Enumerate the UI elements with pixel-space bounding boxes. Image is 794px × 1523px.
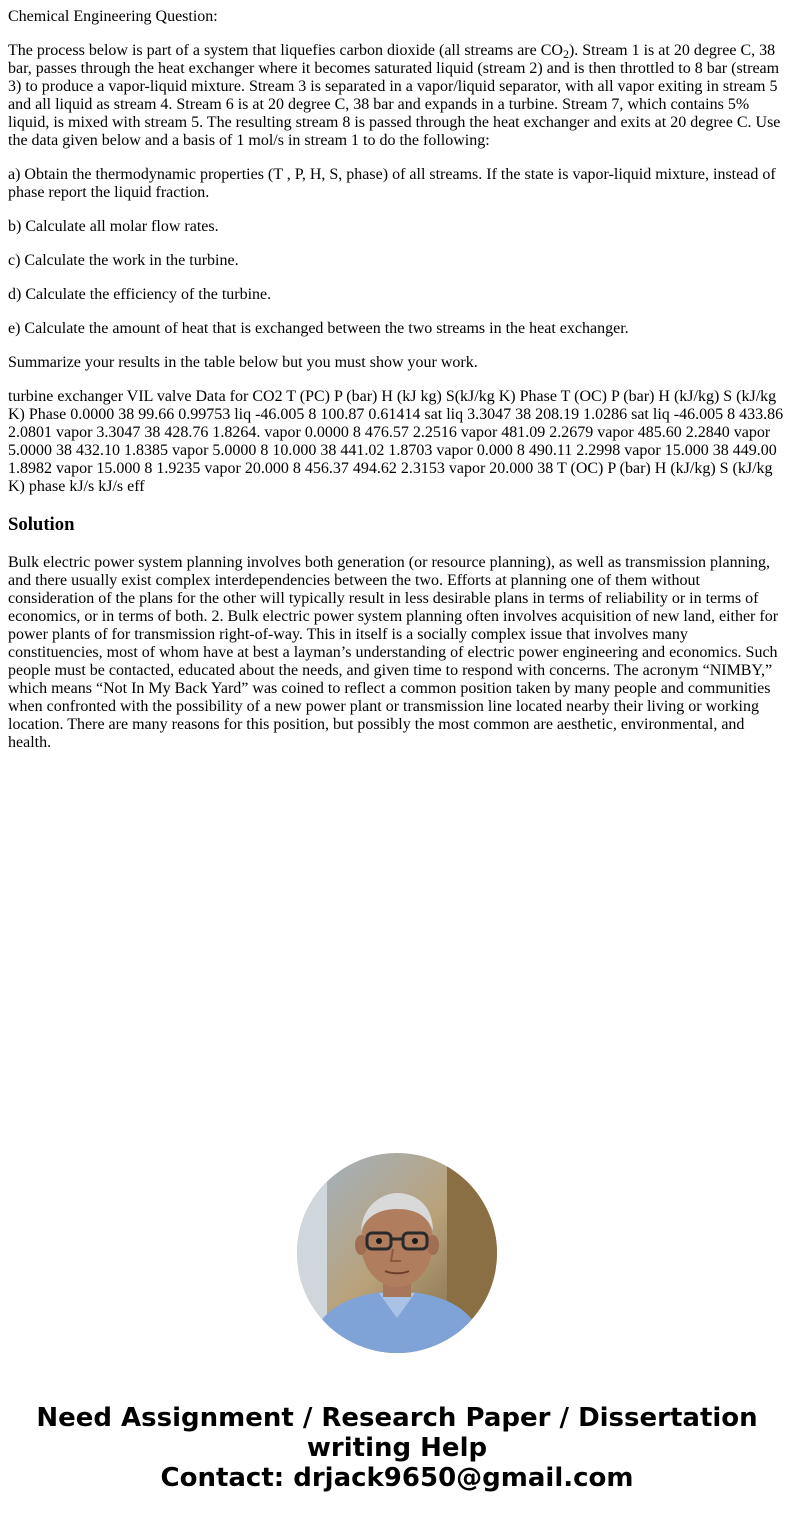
question-header: Chemical Engineering Question: — [8, 8, 218, 25]
footer-banner — [0, 1403, 794, 1493]
summary-instruction: Summarize your results in the table below but you must show your work. — [8, 354, 478, 371]
intro-text-before: The process below is part of a system that liquefies carbon dioxide (all streams are CO — [8, 42, 563, 59]
question-part-a: a) Obtain the thermodynamic properties (T , P, H, S, phase) of all streams. If the state is vapor-liquid mixture, instead of phase report the liquid fraction. — [8, 166, 776, 201]
question-part-b: b) Calculate all molar flow rates. — [8, 218, 219, 235]
intro-subscript: 2 — [562, 47, 569, 61]
intro-text-after: ). Stream 1 is at 20 degree C, 38 bar, passes through the heat exchanger where it becomes saturated liquid (stream 2) and is then throttled to 8 bar (stream 3) to produce a vapor-liquid mixture. Stream 3 is separated in a vapor/liquid separator, with all vapor exiting in stream 5 and all liquid as stream 4. Stream 6 is at 20 degree C, 38 bar and expands in a turbine. Stream 7, which contains 5% liquid, is mixed with stream 5. The resulting stream 8 is passed through the heat exchanger and exits at 20 degree C. Use the data given below and a basis of 1 mol/s in stream 1 to do the following: — [8, 42, 781, 149]
author-avatar — [297, 1153, 497, 1353]
author-photo-illustration — [297, 1153, 497, 1353]
question-part-c: c) Calculate the work in the turbine. — [8, 252, 239, 269]
question-content — [8, 8, 786, 768]
solution-body: Bulk electric power system planning involves both generation (or resource planning), as well as transmission planning, and there usually exist complex interdependencies between the two. Efforts at planning one of them without consideration of the plans for the other will typically result in less desirable plans in terms of reliability or in terms of economics, or in terms of both. 2. Bulk electric power system planning often involves acquisition of new land, either for power plants of for transmission right-of-way. This in itself is a socially complex issue that involves many constituencies, most of whom have at best a layman’s understanding of electric power engineering and economics. Such people must be contacted, educated about the needs, and given time to respond with concerns. The acronym “NIMBY,” which means “Not In My Back Yard” was coined to reflect a common position taken by many people and communities when confronted with the possibility of a new power plant or transmission line located nearby their living or working location. There are many reasons for this position, but possibly the most common are aesthetic, environmental, and health. — [8, 554, 779, 751]
question-part-d: d) Calculate the efficiency of the turbine. — [8, 286, 272, 303]
footer-line-1: Need Assignment / Research Paper / Dissertation — [36, 1403, 758, 1433]
question-intro — [8, 42, 786, 150]
footer-line-2: writing Help — [306, 1433, 488, 1463]
solution-heading: Solution — [8, 514, 75, 535]
figure-text: turbine exchanger VIL valve Data for CO2 T (PC) P (bar) H (kJ kg) S(kJ/kg K) Phase T (OC) P (bar) H (kJ/kg) S (kJ/kg K) Phase 0.0000 38 99.66 0.99753 liq -46.005 8 100.87 0.61414 sat liq 3.3047 38 208.19 1.0286 sat liq -46.005 8 433.86 2.0801 vapor 3.3047 38 428.76 1.8264. vapor 0.0000 8 476.57 2.2516 vapor 481.09 2.2679 vapor 485.60 2.2840 vapor 5.0000 38 432.10 1.8385 vapor 5.0000 8 10.000 38 441.02 1.8703 vapor 0.000 8 490.11 2.2998 vapor 15.000 38 449.00 1.8982 vapor 15.000 8 1.9235 vapor 20.000 8 456.37 494.62 2.3153 vapor 20.000 38 T (OC) P (bar) H (kJ/kg) S (kJ/kg K) phase kJ/s kJ/s eff — [8, 388, 784, 495]
question-part-e: e) Calculate the amount of heat that is exchanged between the two streams in the heat exchanger. — [8, 320, 629, 337]
footer-contact: Contact: drjack9650@gmail.com — [160, 1463, 634, 1493]
